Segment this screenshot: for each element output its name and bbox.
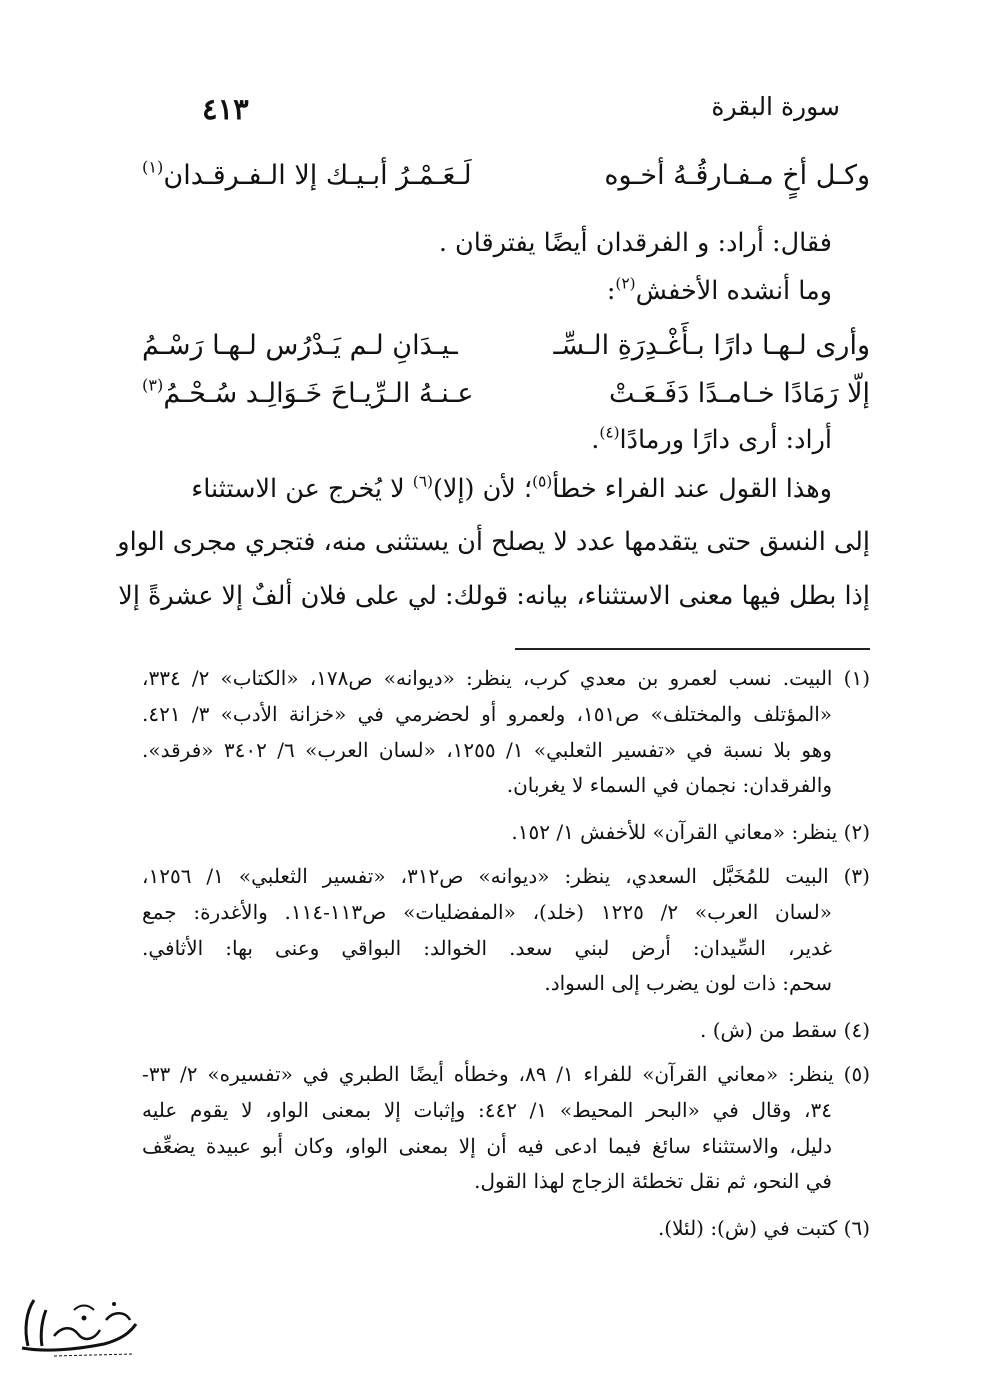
footnote-number: (٦): [843, 1216, 870, 1240]
page-number: ٤١٣: [202, 92, 249, 126]
footnote-line: غدير، السِّيدان: أرض لبني سعد. الخوالد: البواقي وعنى بها: الأثافي.: [142, 936, 832, 960]
footnote-line: والفرقدان: نجمان في السماء لا يغربان.: [506, 773, 832, 797]
footnote-line: «المؤتلف والمختلف» ص١٥١، ولعمرو أو لحضرمي في «خزانة الأدب» ٣/ ٤٢١.: [142, 702, 832, 726]
footnote-ref: (٤): [599, 423, 620, 442]
verse-hemistich-first: وأرى لـهـا دارًا بـأَغْـدِرَةِ الـسِّـ: [553, 330, 870, 361]
verse-hemistich-second: ـيـدَانِ لـم يَـدْرُس لـهـا رَسْـمُ: [142, 330, 458, 361]
text-line: فقال: أراد: و الفرقدان أيضًا يفترقان .: [438, 228, 832, 258]
footnote-line: (٤) سقط من (ش) .: [700, 1018, 870, 1042]
footnote-line: (٣) البيت للمُخَبَّل السعدي، ينظر: «ديوانه» ص٣١٢، «تفسير الثعلبي» ١/ ١٢٥٦،: [142, 864, 870, 888]
verse-hemistich-second: لَـعَـمْـرُ أبـيـك إلا الـفـرقـدان$^{(١)}$: [142, 157, 472, 191]
text-line: إذا بطل فيها معنى الاستثناء، بيانه: قولك: لي على فلان ألفٌ إلا عشرةً إلا: [118, 581, 870, 611]
footnote-ref: (٦): [412, 472, 433, 491]
verse-hemistich-second: عـنـهُ الـرِّيـاحَ خَـوَالِـد سُـحْـمُ$^{(٣)}$: [142, 375, 474, 409]
footnote-line: وهو بلا نسبة في «تفسير الثعلبي» ١/ ١٢٥٥، «لسان العرب» ٦/ ٣٤٠٢ «فرقد».: [142, 738, 832, 762]
footnote-number: (٣): [843, 864, 870, 888]
footnote-number: (٤): [843, 1018, 870, 1042]
footnote-line: دليل، والاستثناء سائغ فيما ادعى فيه أن إلا بمعنى الواو، وكان أبو عبيدة يضعِّف: [142, 1134, 832, 1158]
verse-line: [142, 157, 870, 216]
footnote-line: (٥) ينظر: «معاني القرآن» للفراء ١/ ٨٩، وخطأه أيضًا الطبري في «تفسيره» ٢/ ٣٣-: [142, 1062, 870, 1086]
footnote-line: (٢) ينظر: «معاني القرآن» للأخفش ١/ ١٥٢.: [511, 820, 870, 844]
footnote-ref: (٢): [615, 274, 636, 293]
footnote-number: (١): [843, 666, 870, 690]
footnote-ref: (٥): [532, 472, 553, 491]
footnote-line: في النحو، ثم نقل تخطئة الزجاج لهذا القول.: [474, 1169, 832, 1193]
footnote-separator: [515, 648, 870, 650]
text-line: وما أنشده الأخفش$^{(٢)}$:: [606, 274, 832, 306]
publisher-logo: [14, 1290, 144, 1360]
footnote-number: (٥): [843, 1062, 870, 1086]
text-line: أراد: أرى دارًا ورمادًا$^{(٤)}$.: [591, 423, 832, 455]
text-line: إلى النسق حتى يتقدمها عدد لا يصلح أن يستثنى منه، فتجري مجرى الواو: [117, 527, 870, 557]
footnote-ref: (٣): [142, 375, 164, 395]
verse-hemistich-first: إلّا رَمَادًا خـامـدًا دَفَـعَـتْ: [608, 378, 870, 409]
footnote-line: (١) البيت. نسب لعمرو بن معدي كرب، ينظر: «ديوانه» ص١٧٨، «الكتاب» ٢/ ٣٣٤،: [142, 666, 870, 690]
verse-hemistich-first: وكـل أخٍ مـفـارقُـهُ أخـوه: [604, 160, 870, 191]
page-header: [150, 92, 840, 142]
footnote-line: «لسان العرب» ٢/ ١٢٢٥ (خلد)، «المفضليات» ص١١٣-١١٤. والأغدرة: جمع: [142, 900, 832, 924]
footnote-line: سحم: ذات لون يضرب إلى السواد.: [544, 971, 832, 995]
text-line: وهذا القول عند الفراء خطأ$^{(٥)}$؛ لأن (إلا)$^{(٦)}$ لا يُخرج عن الاستثناء: [191, 472, 832, 504]
footnote-line: ٣٤، وقال في «البحر المحيط» ١/ ٤٤٢: وإثبات إلا بمعنى الواو، لا يقوم عليه: [142, 1098, 832, 1122]
running-title: سورة البقرة: [711, 92, 840, 121]
footnote-number: (٢): [843, 820, 870, 844]
footnote-line: (٦) كتبت في (ش): (لئلا).: [657, 1216, 870, 1240]
footnote-ref: (١): [142, 157, 164, 177]
